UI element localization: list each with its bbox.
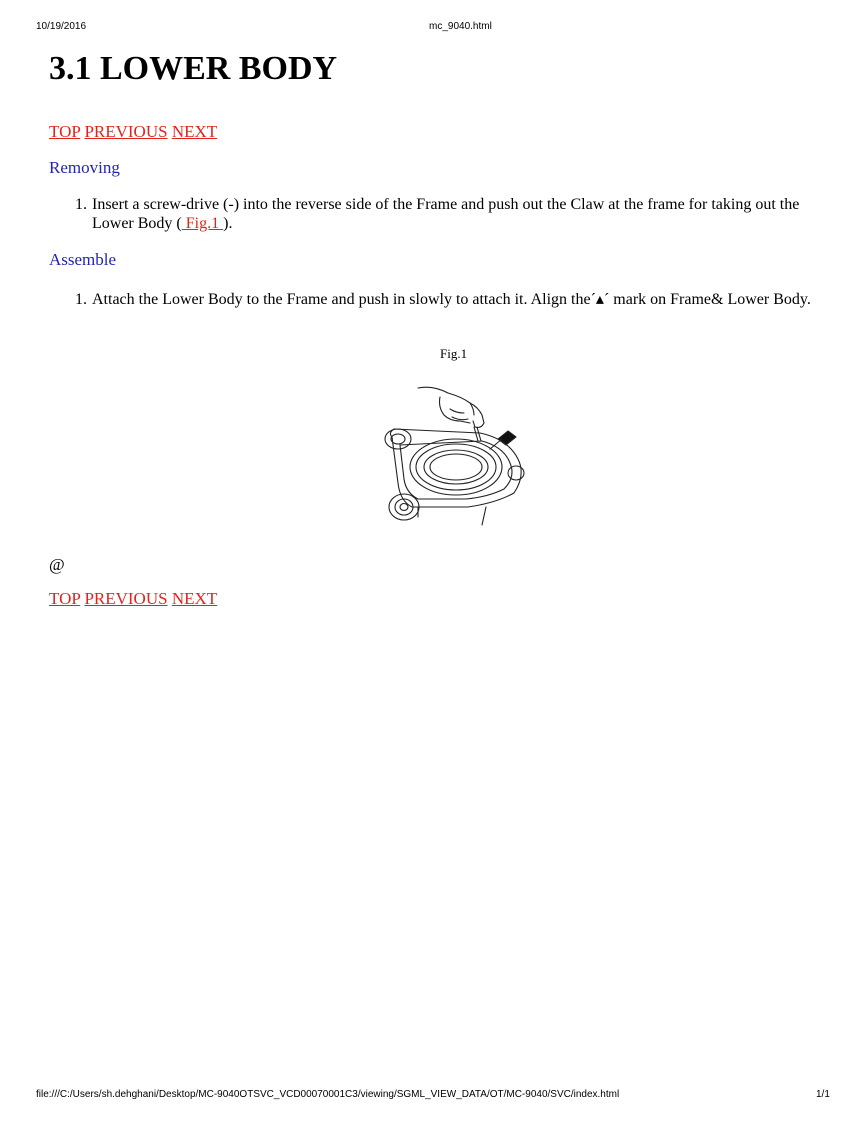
removing-step — [75, 195, 822, 233]
next-link[interactable]: NEXT — [171, 122, 218, 141]
previous-link[interactable]: PREVIOUS — [84, 589, 168, 608]
lower-body-removal-illustration — [378, 383, 528, 528]
nav-links-top — [49, 122, 217, 142]
print-header-date: 10/19/2016 — [36, 21, 87, 32]
print-header-filename: mc_9040.html — [429, 21, 492, 32]
at-mark: @ — [49, 555, 65, 574]
page-title: 3.1 LOWER BODY — [49, 50, 338, 87]
step-number: 1. — [75, 291, 87, 308]
step-text-end: ). — [223, 215, 233, 232]
top-link[interactable]: TOP — [49, 122, 81, 141]
step-text: Attach the Lower Body to the Frame and push in slowly to attach it. Align the´▴´ mark on Frame& Lower Body. — [92, 291, 811, 308]
figure-caption: Fig.1 — [440, 346, 468, 361]
assemble-step — [75, 290, 822, 309]
previous-link[interactable]: PREVIOUS — [84, 122, 168, 141]
top-link[interactable]: TOP — [49, 589, 81, 608]
fig1-link[interactable]: Fig.1 — [181, 215, 224, 232]
nav-links-bottom — [49, 589, 217, 609]
next-link[interactable]: NEXT — [171, 589, 218, 608]
removing-heading: Removing — [49, 158, 120, 177]
assemble-heading: Assemble — [49, 250, 117, 269]
print-footer-url: file:///C:/Users/sh.dehghani/Desktop/MC-9040OTSVC_VCD00070001C3/viewing/SGML_VIEW_DATA/OT/MC-9040/SVC/index.html — [36, 1089, 620, 1100]
print-footer-page-number: 1/1 — [816, 1089, 830, 1100]
step-number: 1. — [75, 196, 87, 213]
step-text: Insert a screw-drive (-) into the reverse side of the Frame and push out the Claw at the frame for taking out the Lower Body ( — [92, 196, 800, 232]
